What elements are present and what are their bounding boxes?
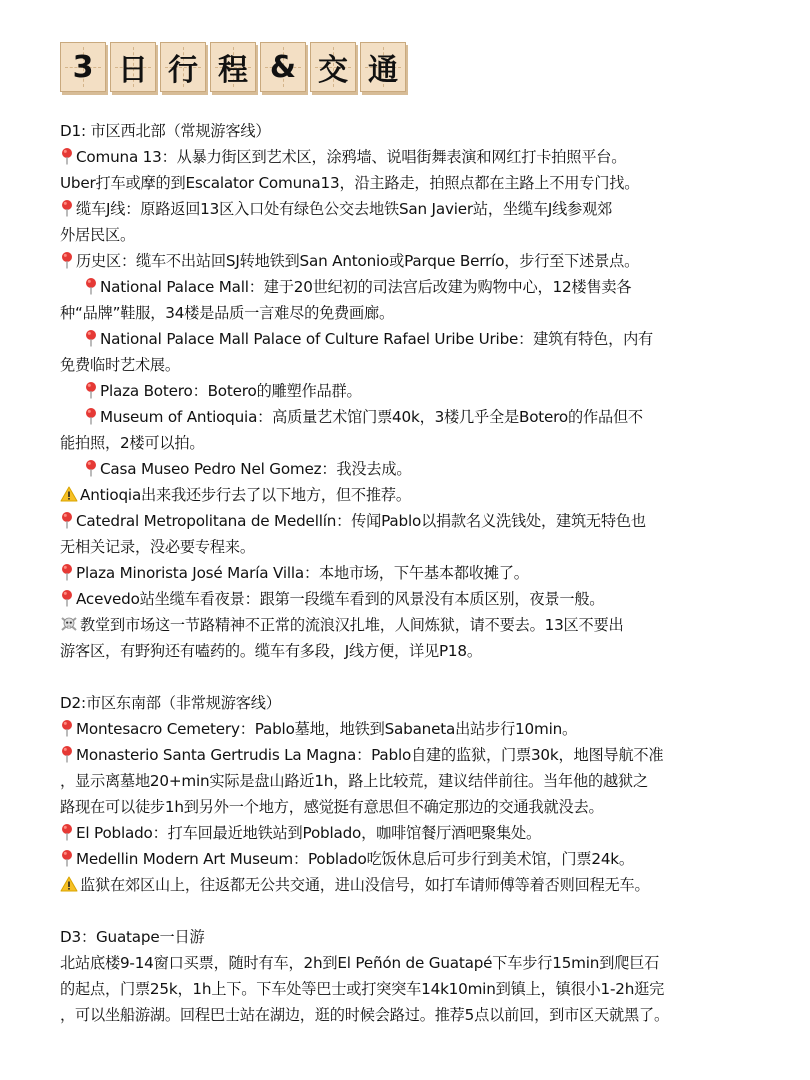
title-tile: 日 [110, 42, 156, 92]
list-item: Catedral Metropolitana de Medellín：传闻Pablo以捐款名义洗钱处，建筑无特色也 [60, 508, 760, 534]
list-item: 缆车J线：原路返回13区入口处有绿色公交去地铁San Javier站，坐缆车J线参观郊 [60, 196, 760, 222]
text-line: 路现在可以徒步1h到另外一个地方，感觉挺有意思但不确定那边的交通我就没去。 [60, 798, 604, 816]
pin-icon [60, 563, 74, 581]
pin-icon [84, 407, 98, 425]
pin-icon [60, 849, 74, 867]
pin-icon [60, 511, 74, 529]
pin-icon [60, 147, 74, 165]
list-item: Medellin Modern Art Museum：Poblado吃饭休息后可步行到美术馆，门票24k。 [60, 846, 760, 872]
list-item: National Palace Mall Palace of Culture Rafael Uribe Uribe：建筑有特色，内有 [60, 326, 760, 352]
pin-icon [60, 823, 74, 841]
warning-icon [60, 486, 78, 502]
list-item: Acevedo站坐缆车看夜景：跟第一段缆车看到的风景没有本质区别，夜景一般。 [60, 586, 760, 612]
list-item: Museum of Antioquia：高质量艺术馆门票40k，3楼几乎全是Botero的作品但不 [60, 404, 760, 430]
itinerary-body [60, 118, 760, 1028]
title-tile: 交 [310, 42, 356, 92]
pin-icon [60, 719, 74, 737]
text-line: 北站底楼9-14窗口买票，随时有车，2h到El Peñón de Guatapé下车步行15min到爬巨石 [60, 954, 660, 972]
list-item: 历史区：缆车不出站回SJ转地铁到San Antonio或Parque Berrío，步行至下述景点。 [60, 248, 760, 274]
text-line: 能拍照，2楼可以拍。 [60, 434, 205, 452]
text-line: 种“品牌”鞋服，34楼是品质一言难尽的免费画廊。 [60, 304, 395, 322]
pin-icon [84, 381, 98, 399]
text-line: 外居民区。 [60, 226, 135, 244]
list-item: Monasterio Santa Gertrudis La Magna：Pablo自建的监狱，门票30k，地图导航不准 [60, 742, 760, 768]
warning-item: 监狱在郊区山上，往返都无公共交通，进山没信号，如打车请师傅等着否则回程无车。 [60, 872, 760, 898]
spacer [60, 664, 760, 690]
pin-icon [60, 199, 74, 217]
text-line: ，显示离墓地20+min实际是盘山路近1h，路上比较荒，建议结伴前往。当年他的越狱之 [60, 772, 648, 790]
list-item: Casa Museo Pedro Nel Gomez：我没去成。 [60, 456, 760, 482]
list-item: National Palace Mall：建于20世纪初的司法宫后改建为购物中心，12楼售卖各 [60, 274, 760, 300]
title-tile: & [260, 42, 306, 92]
title-tile: 程 [210, 42, 256, 92]
day3-heading: D3：Guatape一日游 [60, 928, 205, 946]
pin-icon [60, 251, 74, 269]
day1-heading: D1: 市区西北部（常规游客线） [60, 122, 271, 140]
text-line: ，可以坐船游湖。回程巴士站在湖边，逛的时候会路过。推荐5点以前回，到市区天就黑了。 [60, 1006, 669, 1024]
pin-icon [60, 745, 74, 763]
list-item: Plaza Botero：Botero的雕塑作品群。 [60, 378, 760, 404]
list-item: Comuna 13：从暴力街区到艺术区，涂鸦墙、说唱街舞表演和网红打卡拍照平台。 [60, 144, 760, 170]
text-line: Uber打车或摩的到Escalator Comuna13，沿主路走，拍照点都在主路上不用专门找。 [60, 174, 640, 192]
text-line: 无相关记录，没必要专程来。 [60, 538, 255, 556]
pin-icon [84, 459, 98, 477]
list-item: Plaza Minorista José María Villa：本地市场，下午基本都收摊了。 [60, 560, 760, 586]
skull-icon [60, 616, 78, 632]
text-line: 的起点，门票25k，1h上下。下车处等巴士或打突突车14k10min到镇上，镇很小1-2h逛完 [60, 980, 665, 998]
title-tile: 行 [160, 42, 206, 92]
title-tile: 3 [60, 42, 106, 92]
list-item: El Poblado：打车回最近地铁站到Poblado，咖啡馆餐厅酒吧聚集处。 [60, 820, 760, 846]
spacer [60, 898, 760, 924]
warning-item: Antioqia出来我还步行去了以下地方，但不推荐。 [60, 482, 760, 508]
day2-heading: D2:市区东南部（非常规游客线） [60, 694, 281, 712]
page-title [60, 42, 406, 92]
pin-icon [84, 329, 98, 347]
title-tile: 通 [360, 42, 406, 92]
warning-icon [60, 876, 78, 892]
list-item: Montesacro Cemetery：Pablo墓地，地铁到Sabaneta出站步行10min。 [60, 716, 760, 742]
text-line: 游客区，有野狗还有嗑药的。缆车有多段，J线方便，详见P18。 [60, 642, 482, 660]
danger-item: 教堂到市场这一节路精神不正常的流浪汉扎堆，人间炼狱，请不要去。13区不要出 [60, 612, 760, 638]
pin-icon [60, 589, 74, 607]
pin-icon [84, 277, 98, 295]
text-line: 免费临时艺术展。 [60, 356, 180, 374]
